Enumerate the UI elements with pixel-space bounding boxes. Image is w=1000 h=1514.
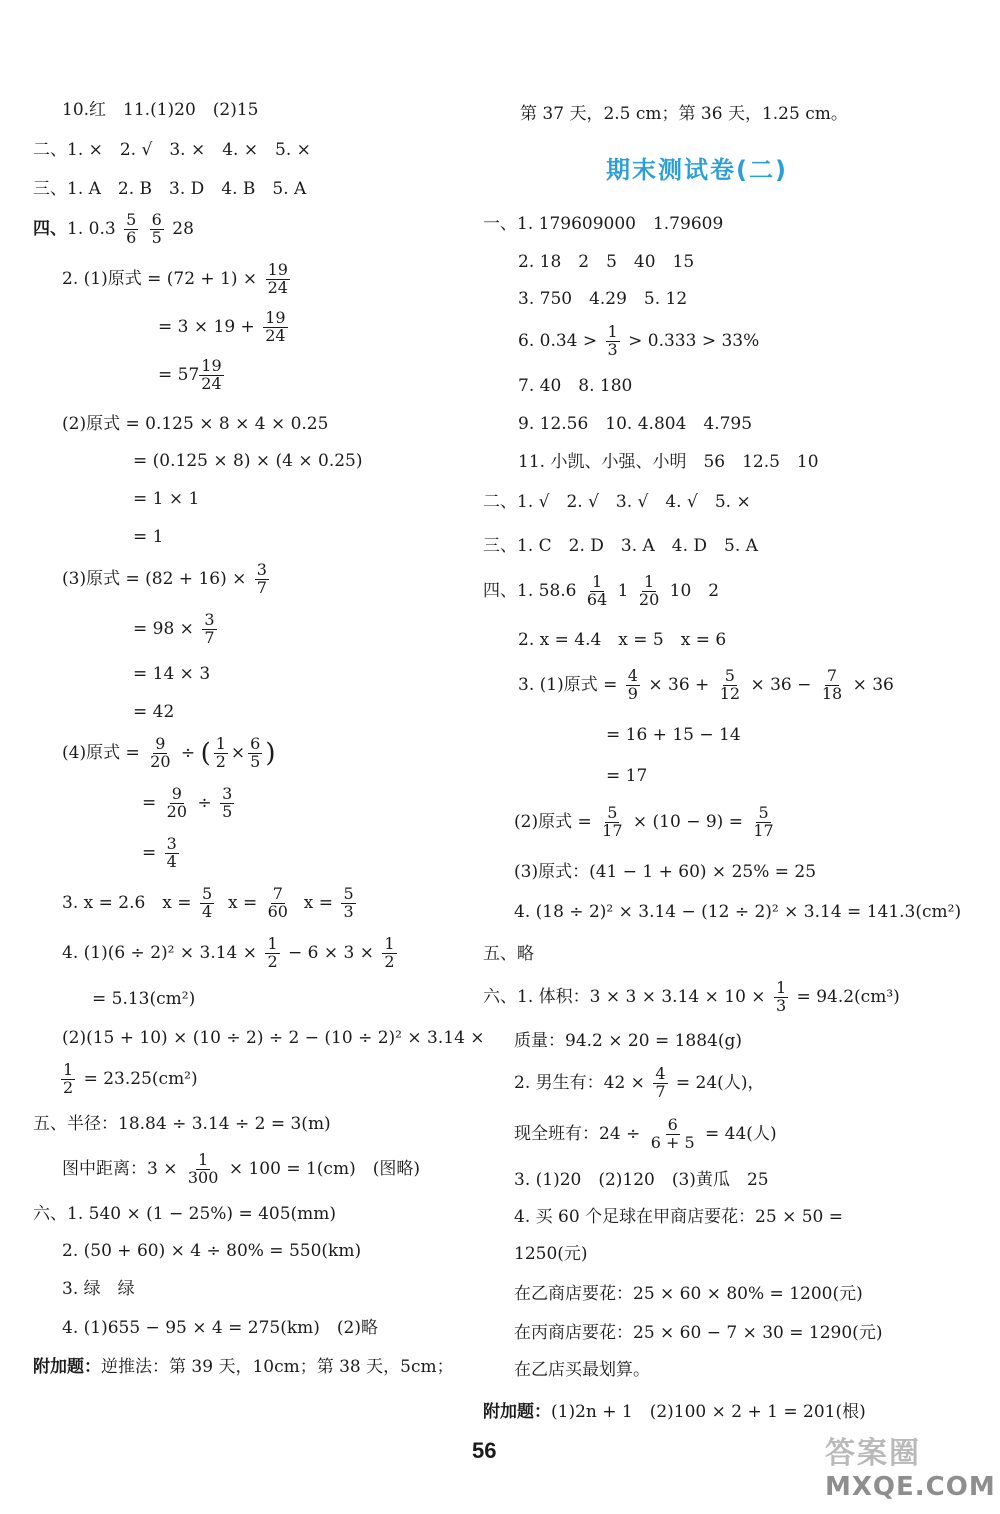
- fraction: $\frac{1}{2}$: [215, 734, 226, 771]
- fraction: $\frac{1}{3}$: [607, 322, 618, 359]
- answer-line: 10.红 11.(1)20 (2)15: [62, 100, 259, 120]
- bonus-label: 附加题：: [483, 1402, 551, 1422]
- calc-line: 3. (1)原式 = $\frac{4}{9}$ × 36 + $\frac{5}{12}$ × 36 − $\frac{7}{18}$ × 36: [518, 666, 894, 703]
- calc-line: 2. x = 4.4 x = 5 x = 6: [518, 630, 727, 650]
- fraction: $\frac{4}{9}$: [627, 666, 638, 703]
- fraction: $\frac{4}{7}$: [655, 1064, 666, 1101]
- answer-line: 11. 小凯、小强、小明 56 12.5 10: [518, 452, 819, 472]
- fraction: $\frac{3}{5}$: [222, 784, 233, 821]
- calc-line: (4)原式 = $\frac{9}{20}$ ÷ ( $\frac{1}{2}$ × $\frac{6}{5}$ ): [62, 734, 276, 771]
- section-yi-line-1: 一、1. 179609000 1.79609: [483, 214, 724, 234]
- calc-line: 3. 绿 绿: [62, 1279, 135, 1299]
- calc-line: 现全班有：24 ÷ $\frac{6}{6 + 5}$ = 44(人): [514, 1115, 777, 1152]
- fraction: $\frac{6}{5}$: [151, 210, 162, 247]
- calc-line: (2)(15 + 10) × (10 ÷ 2) ÷ 2 − (10 ÷ 2)² × 3.14 ×: [62, 1028, 485, 1048]
- answer-text: 1. 0.3: [67, 218, 116, 239]
- calc-line: = 1: [133, 527, 164, 547]
- answer-line: 9. 12.56 10. 4.804 4.795: [518, 414, 753, 434]
- fraction: $\frac{1}{2}$: [384, 934, 395, 971]
- fraction: $\frac{7}{60}$: [267, 884, 288, 921]
- fraction: $\frac{3}{7}$: [256, 560, 267, 597]
- section-er-answers: 二、1. √ 2. √ 3. √ 4. √ 5. ×: [483, 492, 751, 512]
- calc-line: 4. 买 60 个足球在甲商店要花：25 × 50 =: [514, 1207, 844, 1227]
- section-label: 四、: [33, 218, 67, 239]
- bonus-question-line: 附加题：(1)2n + 1 (2)100 × 2 + 1 = 201(根): [483, 1402, 866, 1422]
- left-column: [0, 0, 485, 1460]
- fraction: $\frac{1}{20}$: [638, 572, 660, 609]
- fraction: $\frac{7}{18}$: [821, 666, 843, 703]
- calc-line: 2. 男生有：42 × $\frac{4}{7}$ = 24(人)，: [514, 1064, 765, 1101]
- calc-line: 3. x = 2.6 x = $\frac{5}{4}$ x = $\frac{7}{60}$ x = $\frac{5}{3}$: [62, 884, 354, 921]
- answer-line: 6. 0.34 > $\frac{1}{3}$ > 0.333 > 33%: [518, 322, 760, 359]
- fraction: $\frac{1}{64}$: [586, 572, 608, 609]
- calc-line: 在乙店买最划算。: [514, 1360, 650, 1380]
- page-number: 56: [472, 1438, 497, 1463]
- section-san-answers: 三、1. C 2. D 3. A 4. D 5. A: [483, 536, 758, 556]
- calc-line: = 98 × $\frac{3}{7}$: [133, 610, 215, 647]
- fraction: $\frac{5}{6}$: [126, 210, 137, 247]
- calc-line: (2)原式 = 0.125 × 8 × 4 × 0.25: [62, 414, 329, 434]
- section-liu-line-1: 六、1. 体积：3 × 3 × 3.14 × 10 × $\frac{1}{3}$ = 94.2(cm³): [483, 978, 900, 1015]
- answer-text: 28: [172, 218, 194, 239]
- calc-line: 2. (1)原式 = (72 + 1) × $\frac{19}{24}$: [62, 260, 288, 297]
- section-si-line-1: [33, 212, 194, 247]
- calc-line: = (0.125 × 8) × (4 × 0.25): [133, 451, 363, 471]
- calc-line: $\frac{1}{2}$ = 23.25(cm²): [63, 1060, 198, 1097]
- calc-line: 在丙商店要花：25 × 60 − 7 × 30 = 1290(元): [514, 1323, 883, 1343]
- fraction: $\frac{6}{5}$: [250, 734, 261, 771]
- calc-line: = 57 $\frac{19}{24}$: [158, 356, 222, 393]
- fraction: $\frac{1}{2}$: [267, 934, 278, 971]
- calc-line: = 42: [133, 702, 175, 722]
- calc-line: = $\frac{9}{20}$ ÷ $\frac{3}{5}$: [142, 784, 233, 821]
- section-wu-line-1: 五、半径：18.84 ÷ 3.14 ÷ 2 = 3(m): [33, 1114, 331, 1134]
- fraction: $\frac{5}{17}$: [602, 803, 623, 840]
- answer-line: 3. 750 4.29 5. 12: [518, 289, 688, 309]
- fraction: $\frac{19}{24}$: [267, 260, 288, 297]
- calc-line: 4. (1)655 − 95 × 4 = 275(km) (2)略: [62, 1318, 378, 1338]
- section-san-answers: 三、1. A 2. B 3. D 4. B 5. A: [33, 179, 307, 199]
- fraction: $\frac{19}{24}$: [201, 356, 222, 393]
- calc-line: 在乙商店要花：25 × 60 × 80% = 1200(元): [514, 1284, 863, 1304]
- calc-line: 4. (18 ÷ 2)² × 3.14 − (12 ÷ 2)² × 3.14 = 141.3(cm²): [514, 902, 962, 922]
- fraction: $\frac{5}{12}$: [719, 666, 741, 703]
- section-er-answers: 二、1. × 2. √ 3. × 4. × 5. ×: [33, 140, 311, 160]
- section-wu-answer: 五、略: [483, 944, 534, 964]
- fraction: $\frac{6}{6 + 5}$: [650, 1115, 695, 1152]
- calc-line: 1250(元): [514, 1244, 588, 1264]
- fraction: $\frac{5}{4}$: [201, 884, 213, 921]
- section-si-line-1: 四、1. 58.6 $\frac{1}{64}$ 1 $\frac{1}{20}$ 10 2: [483, 572, 720, 609]
- calc-line: (3)原式 = (82 + 16) × $\frac{3}{7}$: [62, 560, 267, 597]
- fraction: $\frac{3}{4}$: [166, 834, 177, 871]
- calc-line: 图中距离：3 × $\frac{1}{300}$ × 100 = 1(cm) (图略): [62, 1150, 420, 1187]
- fraction: $\frac{5}{3}$: [343, 884, 354, 921]
- bonus-question-line: 附加题：逆推法：第 39 天，10cm；第 38 天，5cm；: [33, 1357, 454, 1377]
- fraction: $\frac{19}{24}$: [265, 308, 286, 345]
- watermark-logo: 答案圈 MXQE.COM: [825, 1436, 996, 1502]
- fraction: $\frac{9}{20}$: [150, 734, 171, 771]
- calc-line: = 5.13(cm²): [92, 989, 196, 1009]
- calc-line: = 14 × 3: [133, 664, 211, 684]
- section-liu-line-1: 六、1. 540 × (1 − 25%) = 405(mm): [33, 1204, 337, 1224]
- answer-line: 2. 18 2 5 40 15: [518, 252, 695, 272]
- fraction: $\frac{5}{17}$: [753, 803, 774, 840]
- fraction: $\frac{1}{2}$: [63, 1060, 74, 1097]
- calc-line: 质量：94.2 × 20 = 1884(g): [514, 1031, 742, 1051]
- calc-line: 2. (50 + 60) × 4 ÷ 80% = 550(km): [62, 1241, 362, 1261]
- calc-line: 4. (1)(6 ÷ 2)² × 3.14 × $\frac{1}{2}$ − 6 × 3 × $\frac{1}{2}$: [62, 934, 395, 971]
- calc-line: 3. (1)20 (2)120 (3)黄瓜 25: [514, 1170, 769, 1190]
- fraction: $\frac{9}{20}$: [166, 784, 188, 821]
- calc-line: = 17: [606, 766, 648, 786]
- test-title: 期末测试卷(二): [606, 156, 788, 184]
- calc-line: = 1 × 1: [133, 489, 200, 509]
- fraction: $\frac{1}{300}$: [187, 1150, 219, 1187]
- fraction: $\frac{1}{3}$: [775, 978, 787, 1015]
- calc-line: = $\frac{3}{4}$: [142, 834, 177, 871]
- bonus-label: 附加题：: [33, 1357, 101, 1377]
- answer-line: 7. 40 8. 180: [518, 376, 633, 396]
- fraction: $\frac{3}{7}$: [204, 610, 215, 647]
- calc-line: (3)原式：(41 − 1 + 60) × 25% = 25: [514, 862, 817, 882]
- calc-line: (2)原式 = $\frac{5}{17}$ × (10 − 9) = $\frac{5}{17}$: [514, 803, 774, 840]
- calc-line: = 16 + 15 − 14: [606, 725, 741, 745]
- calc-line: = 3 × 19 + $\frac{19}{24}$: [158, 308, 286, 345]
- continued-line: 第 37 天，2.5 cm；第 36 天，1.25 cm。: [520, 104, 848, 124]
